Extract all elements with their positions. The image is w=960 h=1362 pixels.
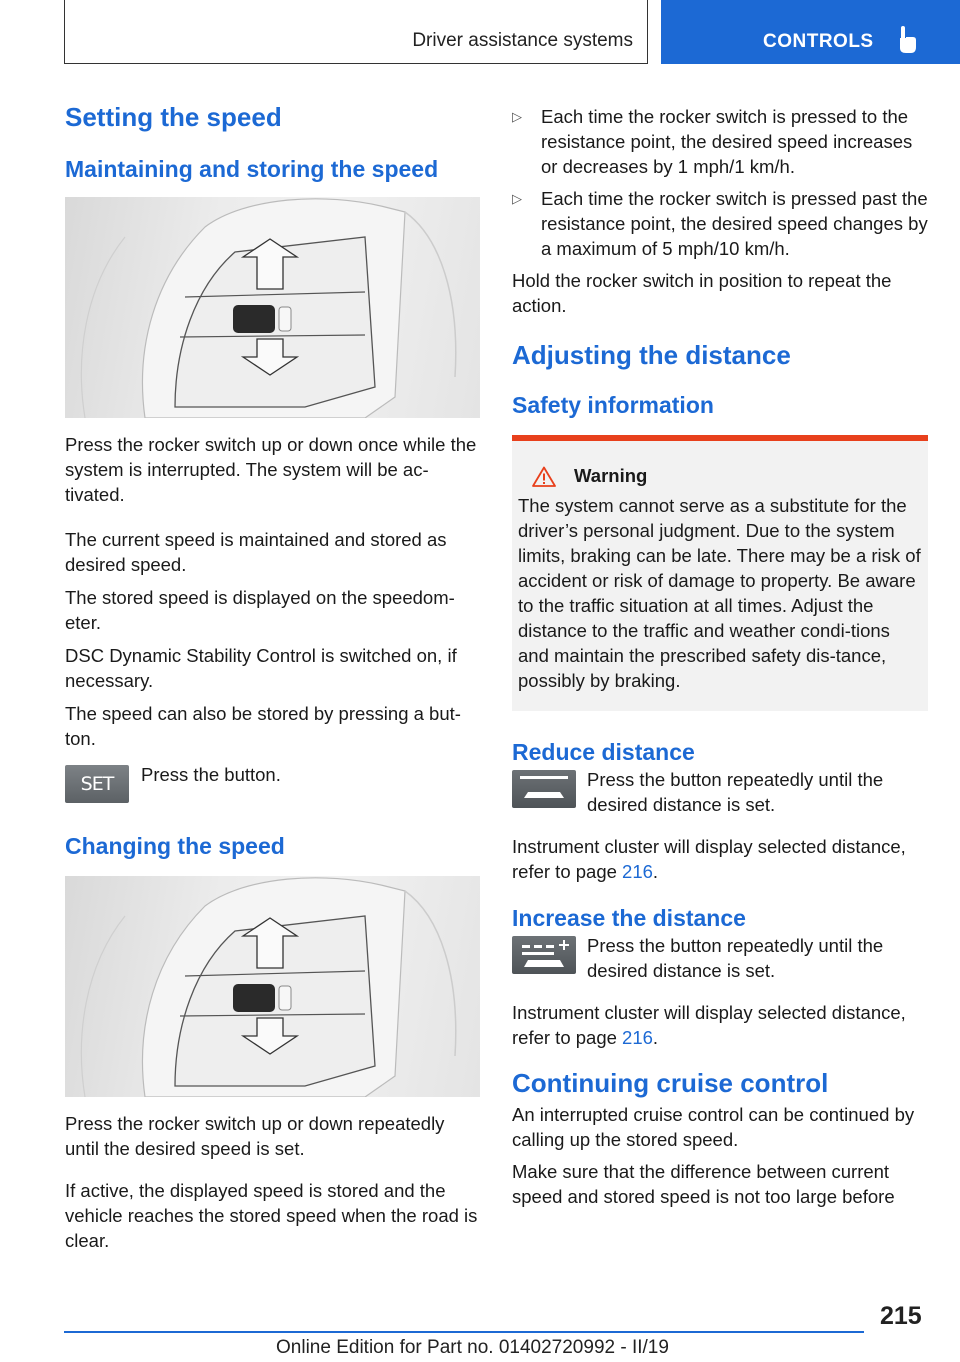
paragraph: If active, the displayed speed is stored and the vehicle reaches the stored speed when the road is clear. (65, 1180, 478, 1251)
warning-title-text: Warning (574, 465, 648, 486)
header-chapter-title: CONTROLS (763, 31, 874, 52)
increase-button-row (512, 936, 928, 983)
reduce-button-row (512, 770, 928, 817)
set-button-row (65, 765, 480, 803)
heading-changing-speed: Changing the speed (65, 833, 285, 859)
list-item (512, 186, 928, 261)
right-column (512, 104, 928, 1209)
paragraph: Hold the rocker switch in position to repeat the action. (512, 270, 892, 316)
paragraph: Instrument cluster will display selected distance, refer to page 216. (512, 836, 906, 882)
paragraph: DSC Dynamic Stability Control is switched on, if necessary. (65, 645, 457, 691)
increase-button-text: Press the button repeatedly until the desired distance is set. (587, 935, 884, 981)
list-item-text: Each time the rocker switch is pressed to the resistance point, the desired speed increases or decreases by 1 mph/1 km/h. (541, 106, 913, 177)
set-button-icon: SET (65, 765, 129, 803)
list-item-text: Each time the rocker switch is pressed past the resistance point, the desired speed changes by a maximum of 5 mph/10 km/h. (541, 188, 928, 259)
set-button-text: Press the button. (141, 764, 281, 785)
header-chapter-box (661, 0, 960, 64)
list-item (512, 104, 928, 179)
warning-triangle-icon (532, 466, 556, 487)
paragraph: The speed can also be stored by pressing a but‐ton. (65, 703, 461, 749)
paragraph: Make sure that the difference between current speed and stored speed is not too large before (512, 1161, 895, 1207)
header-section-title: Driver assistance systems (412, 30, 633, 51)
header-section-box (64, 0, 648, 64)
pointing-hand-icon (897, 26, 917, 59)
heading-safety-information: Safety information (512, 392, 714, 418)
page-link[interactable]: 216 (622, 861, 653, 882)
rocker-switch-illustration (65, 876, 480, 1097)
left-column (65, 100, 480, 1253)
reduce-note: Instrument cluster will display selected distance, refer to page (512, 836, 906, 882)
heading-maintaining-speed: Maintaining and storing the speed (65, 156, 439, 182)
distance-reduce-button-icon (512, 770, 576, 808)
heading-increase-distance: Increase the distance (512, 905, 746, 931)
heading-reduce-distance: Reduce distance (512, 739, 695, 765)
heading-continuing-cruise-control: Continuing cruise control (512, 1068, 829, 1098)
page-number: 215 (880, 1302, 922, 1330)
paragraph: Instrument cluster will display selected distance, refer to page 216. (512, 1002, 906, 1048)
rocker-switch-illustration (65, 197, 480, 418)
triangle-bullet-icon: ▷ (512, 109, 522, 124)
page-link[interactable]: 216 (622, 1027, 653, 1048)
footer-edition: Online Edition for Part no. 01402720992 - II/19 (276, 1337, 669, 1358)
heading-adjusting-distance: Adjusting the distance (512, 340, 791, 370)
paragraph: Press the rocker switch up or down once while the system is interrupted. The system will be ac‐tivated. (65, 434, 477, 505)
warning-box (512, 435, 928, 711)
paragraph: An interrupted cruise control can be continued by calling up the stored speed. (512, 1104, 915, 1150)
increase-note: Instrument cluster will display selected distance, refer to page (512, 1002, 906, 1048)
warning-title (532, 465, 922, 487)
reduce-button-text: Press the button repeatedly until the desired distance is set. (587, 769, 884, 815)
triangle-bullet-icon: ▷ (512, 191, 522, 206)
paragraph: The current speed is maintained and stored as desired speed. (65, 529, 447, 575)
warning-text: The system cannot serve as a substitute for the driver’s personal judgment. Due to the system limits, braking can be late. There may be a risk of accident or risk of damage to property. Be aware to the traffic situation at all times. Adjust the distance to the traffic and weather condi‐tions and maintain the prescribed safety dis‐tance, possibly by braking. (518, 495, 921, 691)
heading-setting-speed: Setting the speed (65, 102, 282, 132)
paragraph: The stored speed is displayed on the speedom‐eter. (65, 587, 455, 633)
paragraph: Press the rocker switch up or down repeatedly until the desired speed is set. (65, 1113, 445, 1159)
distance-increase-button-icon (512, 936, 576, 974)
footer-divider (64, 1331, 864, 1333)
